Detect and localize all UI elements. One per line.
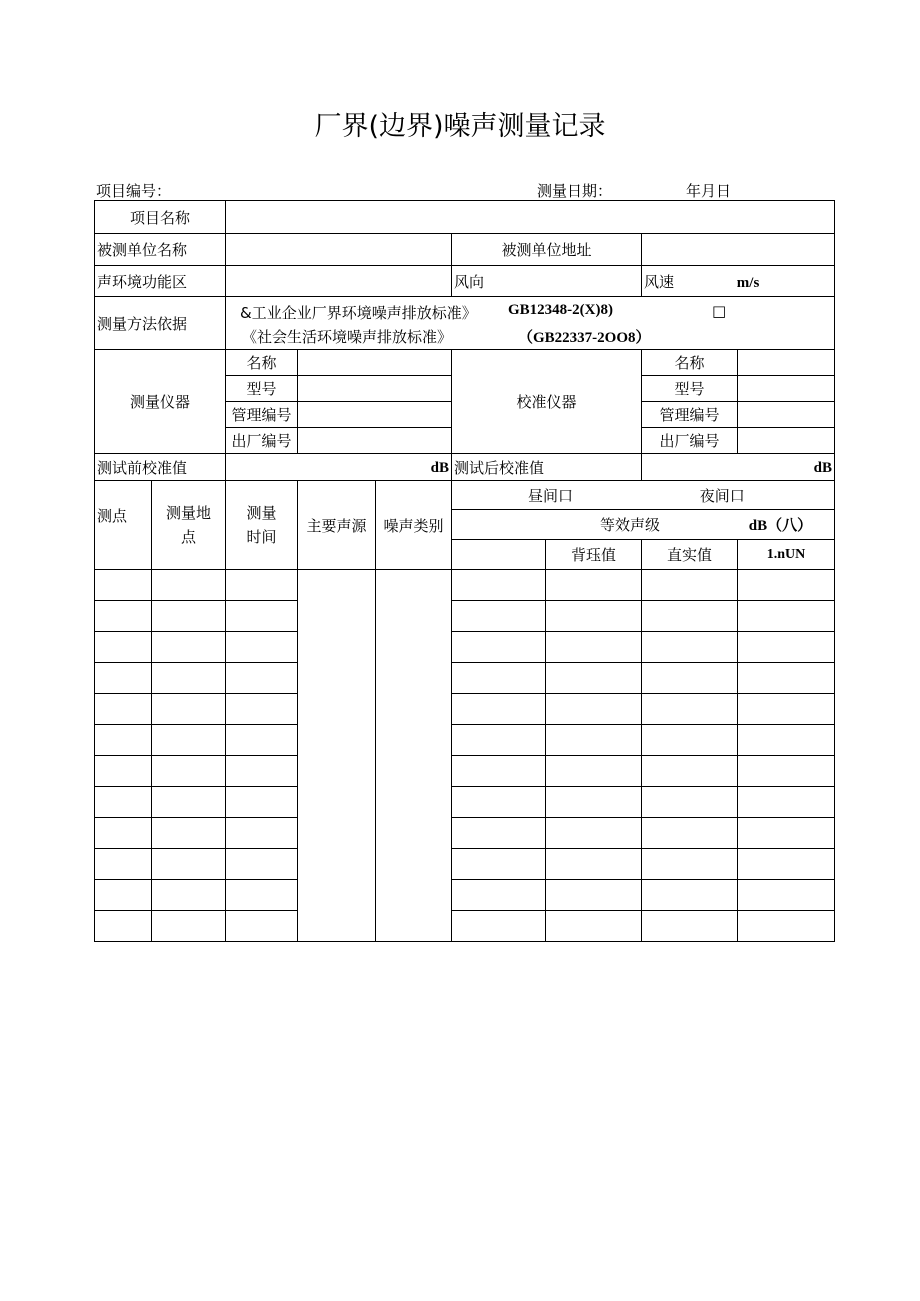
data-cell[interactable] xyxy=(738,818,835,849)
data-cell[interactable] xyxy=(452,756,546,787)
data-cell[interactable] xyxy=(152,694,226,725)
method-standards xyxy=(226,297,835,350)
data-cell[interactable] xyxy=(546,725,642,756)
data-cell[interactable] xyxy=(452,787,546,818)
data-cell[interactable] xyxy=(226,756,298,787)
data-cell[interactable] xyxy=(95,818,152,849)
date-label: 测量日期： xyxy=(537,182,613,200)
unit-name-label: 被测单位名称 xyxy=(95,234,226,266)
std1-checkbox[interactable]: □ xyxy=(712,302,727,320)
data-cell[interactable] xyxy=(226,570,298,601)
data-cell[interactable] xyxy=(226,787,298,818)
wind-speed-unit: m/s xyxy=(736,274,760,291)
col-source: 主要声源 xyxy=(298,481,376,570)
page-title: 厂界(边界)噪声测量记录 xyxy=(314,111,606,142)
data-cell[interactable] xyxy=(452,601,546,632)
col-actual: 直实值 xyxy=(642,540,738,570)
data-cell[interactable] xyxy=(546,911,642,942)
data-cell[interactable] xyxy=(95,570,152,601)
cal-model-cell[interactable] xyxy=(738,376,835,402)
data-cell[interactable] xyxy=(642,570,738,601)
data-cell[interactable] xyxy=(452,849,546,880)
post-cal-cell[interactable] xyxy=(642,454,835,481)
data-cell[interactable] xyxy=(546,632,642,663)
day-night-cell xyxy=(452,481,835,510)
data-cell[interactable] xyxy=(452,911,546,942)
cal-serial-no-cell[interactable] xyxy=(738,428,835,454)
source-merged-cell[interactable] xyxy=(298,570,376,942)
data-cell[interactable] xyxy=(95,880,152,911)
col-time-line2: 时间 xyxy=(246,528,277,546)
method-label: 测量方法依据 xyxy=(95,297,226,350)
data-cell[interactable] xyxy=(738,787,835,818)
col-time-line1: 测量 xyxy=(246,504,277,522)
data-cell[interactable] xyxy=(95,601,152,632)
data-cell[interactable] xyxy=(642,601,738,632)
cal-mgmt-no-cell[interactable] xyxy=(738,402,835,428)
data-cell[interactable] xyxy=(452,880,546,911)
data-cell[interactable] xyxy=(738,632,835,663)
data-cell[interactable] xyxy=(95,663,152,694)
data-cell[interactable] xyxy=(738,663,835,694)
data-cell[interactable] xyxy=(152,601,226,632)
data-cell[interactable] xyxy=(226,663,298,694)
unit-address-label: 被测单位地址 xyxy=(452,234,642,266)
data-cell[interactable] xyxy=(546,694,642,725)
data-cell[interactable] xyxy=(452,818,546,849)
equiv-level-unit: dB（八） xyxy=(748,518,813,534)
data-cell[interactable] xyxy=(546,849,642,880)
col-background: 背珏值 xyxy=(546,540,642,570)
pre-cal-cell[interactable] xyxy=(226,454,452,481)
cal-field-mgmt-no: 管理编号 xyxy=(642,402,738,428)
data-cell[interactable] xyxy=(152,787,226,818)
instrument-label: 测量仪器 xyxy=(95,350,226,454)
data-cell[interactable] xyxy=(152,911,226,942)
data-cell[interactable] xyxy=(95,756,152,787)
std1-code: GB12348-2(X)8) xyxy=(508,302,613,318)
cal-name-cell[interactable] xyxy=(738,350,835,376)
data-cell[interactable] xyxy=(738,756,835,787)
data-cell[interactable] xyxy=(642,725,738,756)
data-cell[interactable] xyxy=(452,725,546,756)
data-cell[interactable] xyxy=(226,694,298,725)
pre-cal-unit: dB xyxy=(430,459,449,476)
data-cell[interactable] xyxy=(738,570,835,601)
data-cell[interactable] xyxy=(152,756,226,787)
data-cell[interactable] xyxy=(226,632,298,663)
data-cell[interactable] xyxy=(152,725,226,756)
data-cell[interactable] xyxy=(452,663,546,694)
data-cell[interactable] xyxy=(738,911,835,942)
data-cell[interactable] xyxy=(546,663,642,694)
project-name-label: 项目名称 xyxy=(95,201,226,234)
cal-field-serial-no: 出厂编号 xyxy=(642,428,738,454)
data-cell[interactable] xyxy=(452,632,546,663)
data-cell[interactable] xyxy=(226,911,298,942)
data-cell[interactable] xyxy=(152,663,226,694)
data-cell[interactable] xyxy=(642,756,738,787)
data-cell[interactable] xyxy=(546,756,642,787)
data-cell[interactable] xyxy=(642,880,738,911)
col-location-line1: 测量地 xyxy=(165,504,211,522)
data-cell[interactable] xyxy=(642,818,738,849)
data-cell[interactable] xyxy=(152,880,226,911)
unit-address-cell[interactable] xyxy=(642,234,835,266)
data-cell[interactable] xyxy=(452,694,546,725)
unit-name-cell[interactable] xyxy=(226,234,452,266)
data-cell[interactable] xyxy=(95,725,152,756)
noise-type-merged-cell[interactable] xyxy=(376,570,452,942)
data-cell[interactable] xyxy=(738,725,835,756)
data-cell[interactable] xyxy=(95,694,152,725)
col-lmax: 1.nUN xyxy=(738,540,835,570)
inst-field-name: 名称 xyxy=(226,350,298,376)
data-cell[interactable] xyxy=(642,663,738,694)
data-cell[interactable] xyxy=(452,570,546,601)
inst-field-serial-no: 出厂编号 xyxy=(226,428,298,454)
data-cell[interactable] xyxy=(738,880,835,911)
std2-code: （GB22337-2OO8） xyxy=(518,330,651,346)
col-measured-blank xyxy=(452,540,546,570)
data-cell[interactable] xyxy=(152,818,226,849)
data-cell[interactable] xyxy=(226,725,298,756)
col-location xyxy=(152,481,226,570)
night-checkbox-label[interactable]: 夜间口 xyxy=(699,486,745,505)
equiv-level-label: 等效声级 xyxy=(600,516,661,534)
data-cell[interactable] xyxy=(95,632,152,663)
data-cell[interactable] xyxy=(642,849,738,880)
data-cell[interactable] xyxy=(738,849,835,880)
project-no-label: 项目编号： xyxy=(96,182,172,200)
std1-text: &工业企业厂界环境噪声排放标准》 xyxy=(240,304,477,322)
inst-serial-no-cell[interactable] xyxy=(298,428,452,454)
data-cell[interactable] xyxy=(546,601,642,632)
wind-speed-label: 风速 xyxy=(644,272,675,291)
wind-dir-label: 风向 xyxy=(452,266,642,297)
data-cell[interactable] xyxy=(546,818,642,849)
data-cell[interactable] xyxy=(642,787,738,818)
data-cell[interactable] xyxy=(95,911,152,942)
data-cell[interactable] xyxy=(226,880,298,911)
data-cell[interactable] xyxy=(642,632,738,663)
pre-cal-label: 测试前校准值 xyxy=(95,454,226,481)
data-cell[interactable] xyxy=(738,694,835,725)
date-suffix: 年月日 xyxy=(686,182,732,200)
std2-text: 《社会生活环境噪声排放标准》 xyxy=(242,328,453,346)
data-cell[interactable] xyxy=(738,601,835,632)
data-cell[interactable] xyxy=(546,787,642,818)
data-cell[interactable] xyxy=(152,849,226,880)
col-noise-type: 噪声类别 xyxy=(376,481,452,570)
data-cell[interactable] xyxy=(95,849,152,880)
data-cell[interactable] xyxy=(226,818,298,849)
inst-model-cell[interactable] xyxy=(298,376,452,402)
data-cell[interactable] xyxy=(546,880,642,911)
data-cell[interactable] xyxy=(152,570,226,601)
data-cell[interactable] xyxy=(95,787,152,818)
col-point: 测点 xyxy=(95,481,152,570)
calibrator-label: 校准仪器 xyxy=(452,350,642,454)
inst-field-mgmt-no: 管理编号 xyxy=(226,402,298,428)
day-checkbox-label[interactable]: 昼间口 xyxy=(528,486,574,505)
data-cell[interactable] xyxy=(226,849,298,880)
inst-field-model: 型号 xyxy=(226,376,298,402)
data-cell[interactable] xyxy=(642,694,738,725)
project-name-cell[interactable] xyxy=(226,201,835,234)
func-zone-cell[interactable] xyxy=(226,266,452,297)
col-time xyxy=(226,481,298,570)
post-cal-label: 测试后校准值 xyxy=(452,454,642,481)
record-table xyxy=(94,200,835,942)
data-cell[interactable] xyxy=(226,601,298,632)
cal-field-name: 名称 xyxy=(642,350,738,376)
data-cell[interactable] xyxy=(546,570,642,601)
func-zone-label: 声环境功能区 xyxy=(95,266,226,297)
inst-name-cell[interactable] xyxy=(298,350,452,376)
wind-speed-cell[interactable] xyxy=(642,266,835,297)
data-cell[interactable] xyxy=(152,632,226,663)
inst-mgmt-no-cell[interactable] xyxy=(298,402,452,428)
data-cell[interactable] xyxy=(642,911,738,942)
cal-field-model: 型号 xyxy=(642,376,738,402)
post-cal-unit: dB xyxy=(813,459,832,476)
equiv-level-cell xyxy=(452,510,835,540)
col-location-line2: 点 xyxy=(180,528,196,546)
